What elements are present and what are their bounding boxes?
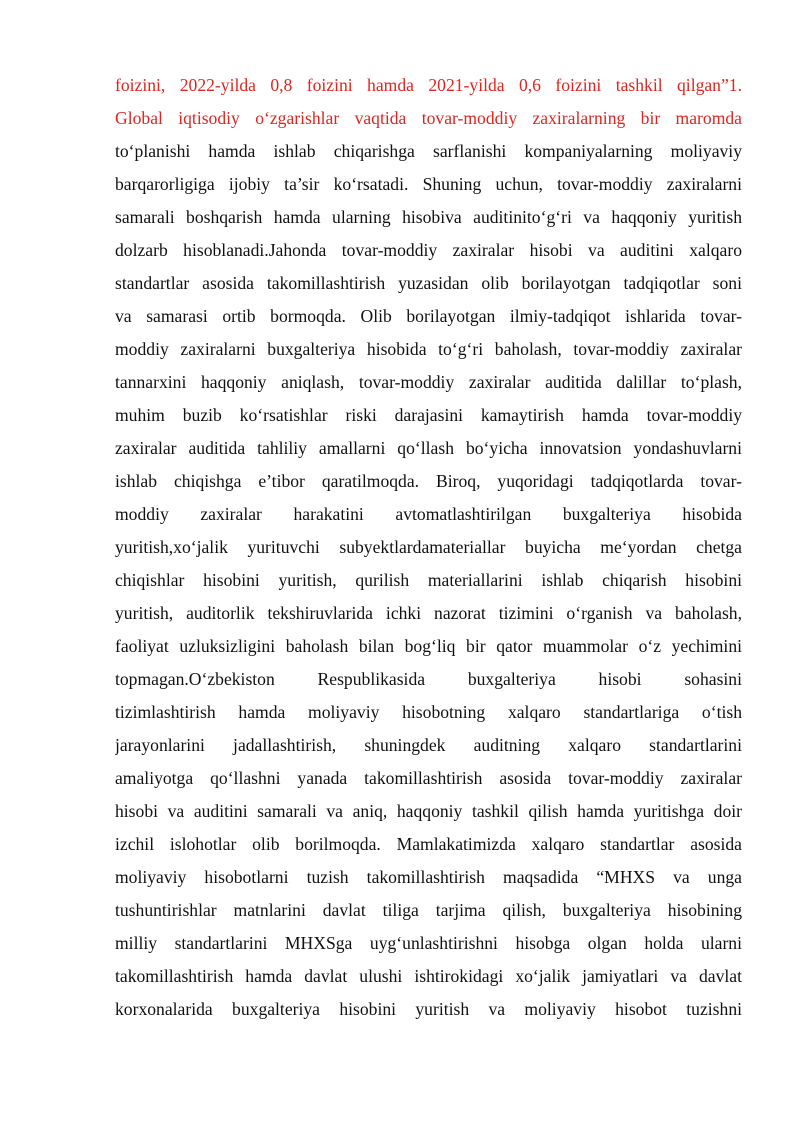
text-line: dolzarb hisoblanadi.Jahonda tovar-moddiy zaxiralar hisobi va auditini xalqaro	[115, 240, 742, 260]
text-line: chiqishlar hisobini yuritish, qurilish materiallarini ishlab chiqarish hisobini	[115, 570, 742, 590]
text-line: faoliyat uzluksizligini baholash bilan bog‘liq bir qator muammolar o‘z yechimini	[115, 636, 742, 656]
text-line: jarayonlarini jadallashtirish, shuningdek auditning xalqaro standartlarini	[115, 735, 742, 755]
body-text	[115, 69, 742, 1026]
text-line: topmagan.O‘zbekiston Respublikasida buxgalteriya hisobi sohasini	[115, 669, 742, 689]
text-line: tizimlashtirish hamda moliyaviy hisobotning xalqaro standartlariga o‘tish	[115, 702, 742, 722]
text-line: samarali boshqarish hamda ularning hisobiva auditinito‘g‘ri va haqqoniy yuritish	[115, 207, 742, 227]
text-line: barqarorligiga ijobiy ta’sir ko‘rsatadi. Shuning uchun, tovar-moddiy zaxiralarni	[115, 174, 742, 194]
text-line: korxonalarida buxgalteriya hisobini yuritish va moliyaviy hisobot tuzishni	[115, 999, 742, 1019]
text-line: izchil islohotlar olib borilmoqda. Mamlakatimizda xalqaro standartlar asosida	[115, 834, 742, 854]
text-line: moddiy zaxiralar harakatini avtomatlashtirilgan buxgalteriya hisobida	[115, 504, 742, 524]
text-line: hisobi va auditini samarali va aniq, haqqoniy tashkil qilish hamda yuritishga doir	[115, 801, 742, 821]
text-line: ishlab chiqishga e’tibor qaratilmoqda. Biroq, yuqoridagi tadqiqotlarda tovar-	[115, 471, 742, 491]
text-line: amaliyotga qo‘llashni yanada takomillashtirish asosida tovar-moddiy zaxiralar	[115, 768, 742, 788]
text-line: va samarasi ortib bormoqda. Olib borilayotgan ilmiy-tadqiqot ishlarida tovar-	[115, 306, 742, 326]
text-line: tannarxini haqqoniy aniqlash, tovar-moddiy zaxiralar auditida dalillar to‘plash,	[115, 372, 742, 392]
text-line: standartlar asosida takomillashtirish yuzasidan olib borilayotgan tadqiqotlar soni	[115, 273, 742, 293]
text-line: Global iqtisodiy o‘zgarishlar vaqtida tovar-moddiy zaxiralarning bir maromda	[115, 108, 742, 128]
text-line: moddiy zaxiralarni buxgalteriya hisobida to‘g‘ri baholash, tovar-moddiy zaxiralar	[115, 339, 742, 359]
text-line: yuritish, auditorlik tekshiruvlarida ichki nazorat tizimini o‘rganish va baholash,	[115, 603, 742, 623]
text-line: milliy standartlarini MHXSga uyg‘unlashtirishni hisobga olgan holda ularni	[115, 933, 742, 953]
text-line: zaxiralar auditida tahliliy amallarni qo‘llash bo‘yicha innovatsion yondashuvlarni	[115, 438, 742, 458]
text-line: foizini, 2022-yilda 0,8 foizini hamda 2021-yilda 0,6 foizini tashkil qilgan”1.	[115, 75, 742, 95]
text-line: muhim buzib ko‘rsatishlar riski darajasini kamaytirish hamda tovar-moddiy	[115, 405, 742, 425]
text-line: yuritish,xo‘jalik yurituvchi subyektlardamateriallar buyicha me‘yordan chetga	[115, 537, 742, 557]
text-line: to‘planishi hamda ishlab chiqarishga sarflanishi kompaniyalarning moliyaviy	[115, 141, 742, 161]
text-line: takomillashtirish hamda davlat ulushi ishtirokidagi xo‘jalik jamiyatlari va davlat	[115, 966, 742, 986]
text-line: tushuntirishlar matnlarini davlat tiliga tarjima qilish, buxgalteriya hisobining	[115, 900, 742, 920]
text-line: moliyaviy hisobotlarni tuzish takomillashtirish maqsadida “MHXS va unga	[115, 867, 742, 887]
